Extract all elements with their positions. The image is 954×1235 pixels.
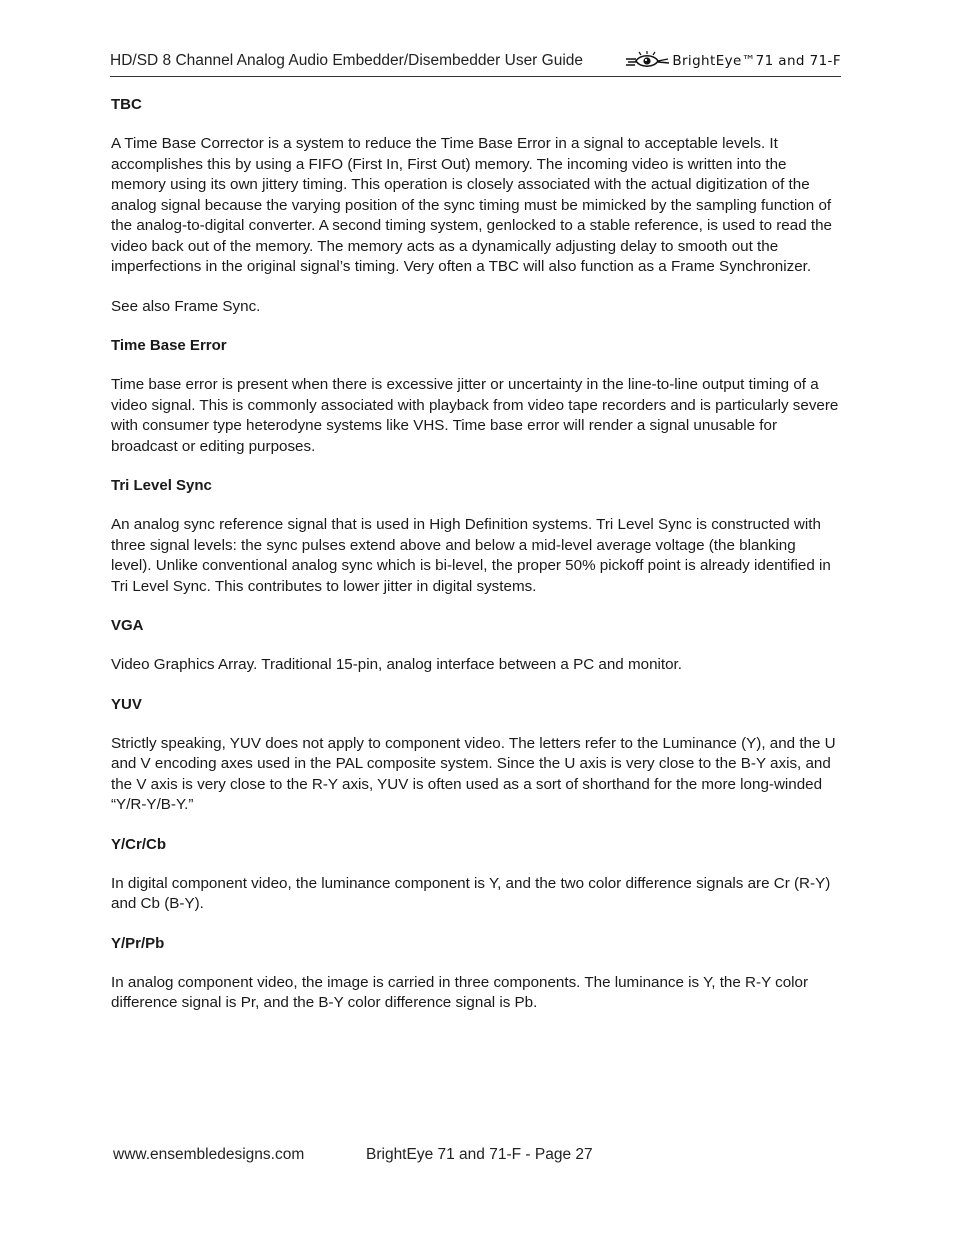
page-header	[110, 50, 841, 77]
ensemble-eye-logo-icon	[624, 50, 670, 72]
footer-page-label: BrightEye 71 and 71-F - Page 27	[366, 1146, 593, 1163]
header-title: HD/SD 8 Channel Analog Audio Embedder/Disembedder User Guide	[110, 52, 584, 69]
glossary-definition: Time base error is present when there is excessive jitter or uncertainty in the line-to-line output timing of a video signal. This is commonly associated with playback from video tape recorders and is particularly severe with consumer type heterodyne systems like VHS. Time base error will render a signal unusable for broadcast or editing purposes.	[111, 376, 839, 455]
logo-text: BrightEye™71 and 71-F	[672, 53, 841, 69]
brighteye-logo	[624, 50, 841, 72]
glossary-definition: Video Graphics Array. Traditional 15-pin, analog interface between a PC and monitor.	[111, 656, 682, 673]
glossary-definition: A Time Base Corrector is a system to reduce the Time Base Error in a signal to acceptable levels. It accomplishes this by using a FIFO (First In, First Out) memory. The incoming video is written into the memory using its own jittery timing. This operation is closely associated with the actual digitization of the analog signal because the varying position of the sync timing must be mimicked by the sampling function of the analog-to-digital converter. A second timing system, genlocked to a stable reference, is used to read the video back out of the memory. The memory acts as a dynamically adjusting delay to smooth out the imperfections in the original signal’s timing. Very often a TBC will also function as a Frame Synchronizer.	[111, 135, 832, 275]
glossary-term: Tri Level Sync	[111, 477, 212, 494]
footer-website: www.ensembledesigns.com	[113, 1146, 305, 1163]
glossary-definition: See also Frame Sync.	[111, 297, 261, 315]
glossary-term: YUV	[111, 695, 142, 713]
glossary-term: Y/Cr/Cb	[111, 835, 167, 853]
glossary-content	[111, 95, 839, 1033]
glossary-definition: In analog component video, the image is carried in three components. The luminance is Y, the R-Y color difference signal is Pr, and the B-Y color difference signal is Pb.	[111, 973, 809, 1011]
glossary-definition: Strictly speaking, YUV does not apply to component video. The letters refer to the Luminance (Y), and the U and V encoding axes used in the PAL composite system. Since the U axis is very close to the B-Y axis, and the V axis is very close to the R-Y axis, YUV is often used as a sort of shorthand for the more long-winded “Y/R-Y/B-Y.”	[111, 734, 836, 813]
glossary-entry	[111, 95, 839, 317]
glossary-definition: In digital component video, the luminance component is Y, and the two color difference signals are Cr (R-Y) and Cb (B-Y).	[111, 874, 831, 912]
glossary-entry	[111, 336, 839, 457]
glossary-entry	[111, 476, 839, 597]
glossary-term: Y/Pr/Pb	[111, 934, 165, 952]
glossary-term: Time Base Error	[111, 337, 227, 354]
glossary-entry	[111, 616, 839, 676]
glossary-definition: An analog sync reference signal that is used in High Definition systems. Tri Level Sync is constructed with three signal levels: the sync pulses extend above and below a mid-level average voltage (the blanking level). Unlike conventional analog sync which is bi-level, the proper 50% pickoff point is already identified in Tri Level Sync. This contributes to lower jitter in digital systems.	[111, 516, 831, 595]
glossary-entry	[111, 835, 839, 915]
glossary-term: VGA	[111, 617, 144, 634]
glossary-entry	[111, 695, 839, 816]
glossary-term: TBC	[111, 96, 142, 113]
glossary-entry	[111, 934, 839, 1014]
